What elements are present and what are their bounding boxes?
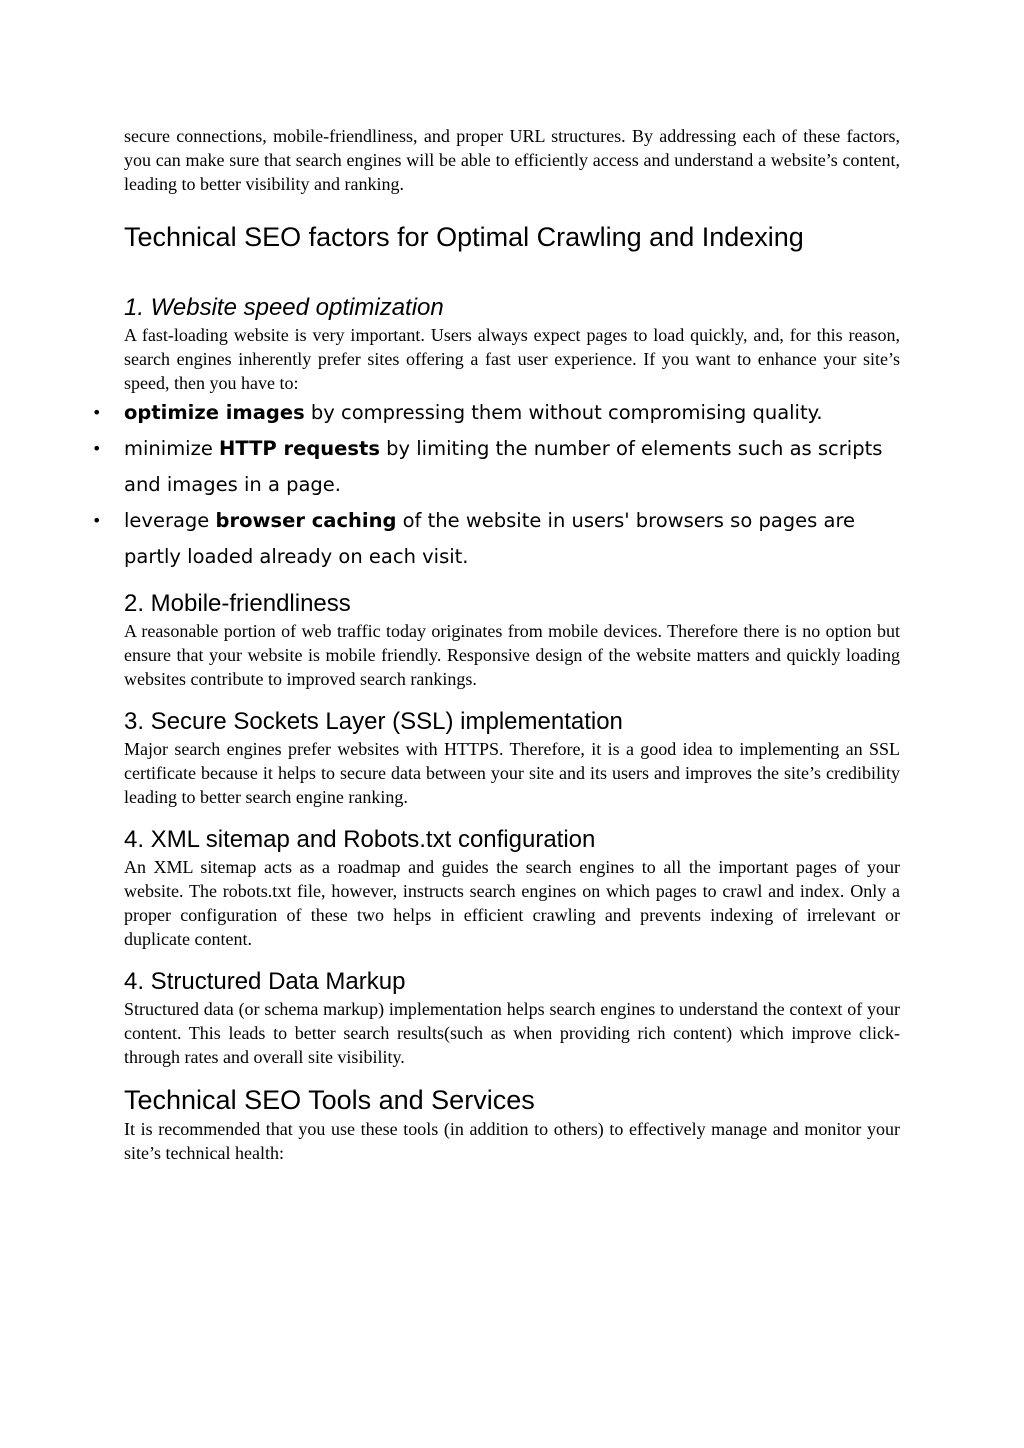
bullet-icon: • <box>92 511 102 530</box>
heading-structured-data: 4. Structured Data Markup <box>124 968 406 995</box>
bullet-item-http-requests <box>92 431 900 503</box>
bullet-text-post: by limiting the number of elements such as scripts and images in a page. <box>124 437 883 496</box>
bullet-text-pre: minimize <box>124 437 220 460</box>
heading-ssl: 3. Secure Sockets Layer (SSL) implementation <box>124 708 623 735</box>
bullet-icon: • <box>92 439 102 458</box>
bullet-text-bold: optimize images <box>124 401 305 424</box>
bullet-item-optimize-images <box>92 395 900 431</box>
heading-sitemap-robots: 4. XML sitemap and Robots.txt configuration <box>124 826 596 853</box>
intro-paragraph: secure connections, mobile-friendliness, and proper URL structures. By addressing each of these factors, you can make sure that search engines will be able to efficiently access and understand a website’s content, leading to better visibility and ranking. <box>124 126 900 194</box>
section-heading-technical-seo-factors: Technical SEO factors for Optimal Crawling and Indexing <box>124 222 804 252</box>
bullet-item-browser-caching <box>92 503 900 575</box>
speed-paragraph: A fast-loading website is very important. Users always expect pages to load quickly, and, for this reason, search engines inherently prefer sites offering a fast user experience. If you want to enhance your site’s speed, then you have to: <box>124 325 900 393</box>
bullet-text-pre: leverage <box>124 509 216 532</box>
speed-bullet-list <box>92 395 900 575</box>
heading-mobile-friendliness: 2. Mobile-friendliness <box>124 590 351 617</box>
bullet-text-post: of the website in users' browsers so pages are partly loaded already on each visit. <box>124 509 856 568</box>
mobile-paragraph: A reasonable portion of web traffic today originates from mobile devices. Therefore there is no option but ensure that your website is mobile friendly. Responsive design of the website matters and quickly loading websites contribute to improved search rankings. <box>124 621 900 689</box>
sitemap-paragraph: An XML sitemap acts as a roadmap and guides the search engines to all the important pages of your website. The robots.txt file, however, instructs search engines on which pages to crawl and index. Only a proper configuration of these two helps in efficient crawling and prevents indexing of irrelevant or duplicate content. <box>124 857 900 949</box>
tools-paragraph: It is recommended that you use these tools (in addition to others) to effectively manage and monitor your site’s technical health: <box>124 1119 900 1163</box>
structured-paragraph: Structured data (or schema markup) implementation helps search engines to understand the context of your content. This leads to better search results(such as when providing rich content) which improve click-through rates and overall site visibility. <box>124 999 900 1067</box>
ssl-paragraph: Major search engines prefer websites with HTTPS. Therefore, it is a good idea to implementing an SSL certificate because it helps to secure data between your site and its users and improves the site’s credibility leading to better search engine ranking. <box>124 739 900 807</box>
heading-website-speed: 1. Website speed optimization <box>124 294 444 321</box>
bullet-text-bold: HTTP requests <box>219 437 380 460</box>
document-page <box>92 124 900 1165</box>
bullet-text-post: by compressing them without compromising quality. <box>304 401 823 424</box>
section-heading-tools-services: Technical SEO Tools and Services <box>124 1085 535 1115</box>
bullet-icon: • <box>92 403 102 422</box>
bullet-text-bold: browser caching <box>215 509 397 532</box>
